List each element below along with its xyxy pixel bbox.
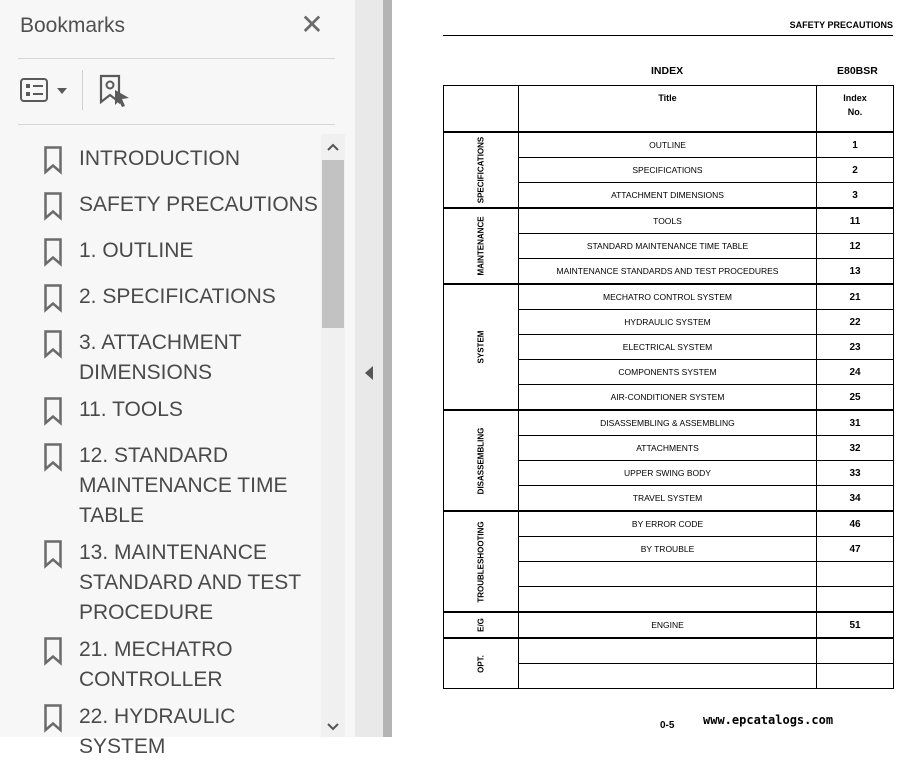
row-index-no <box>817 562 894 587</box>
find-bookmark-icon <box>98 74 132 108</box>
bookmark-label: 11. TOOLS <box>79 398 183 421</box>
options-menu-icon <box>20 76 70 106</box>
row-title: AIR-CONDITIONER SYSTEM <box>519 385 817 411</box>
find-bookmark-button[interactable] <box>98 74 132 108</box>
scroll-up-button[interactable] <box>321 136 345 158</box>
row-index-no: 46 <box>817 511 894 537</box>
page-number: 0-5 <box>660 720 675 731</box>
bookmark-icon <box>44 637 62 665</box>
bookmark-icon <box>44 146 62 174</box>
group-label: MAINTENANCE <box>476 216 486 276</box>
bookmark-label: 12. STANDARD MAINTENANCE TIME TABLE <box>79 444 288 527</box>
group-label: TROUBLESHOOTING <box>476 520 486 603</box>
row-title: DISASSEMBLING & ASSEMBLING <box>519 410 817 436</box>
scroll-down-button[interactable] <box>321 717 345 737</box>
bookmark-label: SAFETY PRECAUTIONS <box>79 193 318 216</box>
row-index-no: 47 <box>817 537 894 562</box>
bookmark-icon <box>44 192 62 220</box>
row-index-no: 33 <box>817 461 894 486</box>
row-index-no: 32 <box>817 436 894 461</box>
header-title: Title <box>519 86 817 133</box>
collapse-panel-button[interactable] <box>362 364 376 382</box>
group-label-cell <box>444 284 519 410</box>
row-title: MAINTENANCE STANDARDS AND TEST PROCEDURES <box>519 259 817 285</box>
scrollbar-thumb[interactable] <box>322 160 344 328</box>
row-index-no <box>817 664 894 689</box>
row-title: SPECIFICATIONS <box>519 158 817 183</box>
header-index-no <box>817 86 894 133</box>
bookmark-icon <box>44 330 62 358</box>
row-title <box>519 638 817 664</box>
header-index-no-label: Index No. <box>843 93 867 117</box>
row-title <box>519 587 817 613</box>
row-title: COMPONENTS SYSTEM <box>519 360 817 385</box>
toolbar-separator <box>82 70 83 110</box>
divider <box>18 58 335 59</box>
row-index-no: 13 <box>817 259 894 285</box>
group-label-cell <box>444 410 519 511</box>
bookmark-label: INTRODUCTION <box>79 147 240 170</box>
panel-title: Bookmarks <box>20 14 126 37</box>
table-header-row <box>444 86 894 133</box>
table-row <box>444 612 894 638</box>
row-index-no: 22 <box>817 310 894 335</box>
group-label-cell <box>444 511 519 612</box>
bookmark-icon <box>44 284 62 312</box>
bookmark-label: 13. MAINTENANCE STANDARD AND TEST PROCEDURE <box>79 541 301 624</box>
row-index-no: 51 <box>817 612 894 638</box>
row-index-no <box>817 638 894 664</box>
document-page <box>392 0 915 737</box>
group-label-cell <box>444 612 519 638</box>
options-menu-button[interactable] <box>20 76 70 106</box>
row-index-no <box>817 587 894 613</box>
bookmark-label: 3. ATTACHMENT DIMENSIONS <box>79 331 242 384</box>
row-title: TOOLS <box>519 208 817 234</box>
row-title: UPPER SWING BODY <box>519 461 817 486</box>
header-group-cell <box>444 86 519 133</box>
row-title: HYDRAULIC SYSTEM <box>519 310 817 335</box>
row-index-no: 2 <box>817 158 894 183</box>
panel-divider <box>383 0 392 737</box>
group-label: OPT. <box>476 654 486 673</box>
bookmark-list <box>0 132 320 758</box>
index-label: INDEX <box>651 65 684 77</box>
row-index-no: 25 <box>817 385 894 411</box>
divider <box>18 124 335 125</box>
row-title <box>519 562 817 587</box>
row-title: OUTLINE <box>519 132 817 158</box>
bookmark-label: 2. SPECIFICATIONS <box>79 285 276 308</box>
group-label-cell <box>444 638 519 689</box>
row-index-no: 21 <box>817 284 894 310</box>
group-label-cell <box>444 208 519 284</box>
bookmark-icon <box>44 540 62 568</box>
group-label: SPECIFICATIONS <box>476 136 486 204</box>
group-label-cell <box>444 132 519 208</box>
row-index-no: 24 <box>817 360 894 385</box>
row-index-no: 23 <box>817 335 894 360</box>
table-row <box>444 511 894 537</box>
row-title: ELECTRICAL SYSTEM <box>519 335 817 360</box>
website-watermark: www.epcatalogs.com <box>703 713 834 727</box>
row-title: STANDARD MAINTENANCE TIME TABLE <box>519 234 817 259</box>
bookmark-icon <box>44 704 62 732</box>
bookmarks-panel <box>0 0 355 758</box>
row-index-no: 11 <box>817 208 894 234</box>
model-label: E80BSR <box>837 65 878 77</box>
bookmark-icon <box>44 238 62 266</box>
bookmark-label: 21. MECHATRO CONTROLLER <box>79 638 233 691</box>
page-header-title: SAFETY PRECAUTIONS <box>789 20 893 30</box>
chevron-up-icon <box>321 136 345 158</box>
table-row <box>444 132 894 158</box>
row-index-no: 31 <box>817 410 894 436</box>
row-title <box>519 664 817 689</box>
row-index-no: 3 <box>817 183 894 209</box>
group-label: DISASSEMBLING <box>476 427 486 494</box>
group-label: E/G <box>476 618 486 632</box>
bookmark-icon <box>44 443 62 471</box>
table-row <box>444 284 894 310</box>
chevron-down-icon <box>321 717 345 737</box>
row-title: BY ERROR CODE <box>519 511 817 537</box>
row-title: ENGINE <box>519 612 817 638</box>
row-title: BY TROUBLE <box>519 537 817 562</box>
row-index-no: 1 <box>817 132 894 158</box>
table-row <box>444 638 894 664</box>
row-title: TRAVEL SYSTEM <box>519 486 817 512</box>
close-icon[interactable]: ✕ <box>300 9 324 40</box>
row-title: MECHATRO CONTROL SYSTEM <box>519 284 817 310</box>
bookmark-icon <box>44 397 62 425</box>
row-index-no: 12 <box>817 234 894 259</box>
row-title: ATTACHMENT DIMENSIONS <box>519 183 817 209</box>
header-rule <box>443 35 893 36</box>
group-label: SYSTEM <box>476 330 486 364</box>
table-row <box>444 208 894 234</box>
bookmark-label: 22. HYDRAULIC SYSTEM <box>79 705 236 758</box>
bookmark-label: 1. OUTLINE <box>79 239 194 262</box>
row-title: ATTACHMENTS <box>519 436 817 461</box>
table-row <box>444 410 894 436</box>
index-table <box>443 85 894 689</box>
caret-left-icon <box>362 364 376 382</box>
row-index-no: 34 <box>817 486 894 512</box>
